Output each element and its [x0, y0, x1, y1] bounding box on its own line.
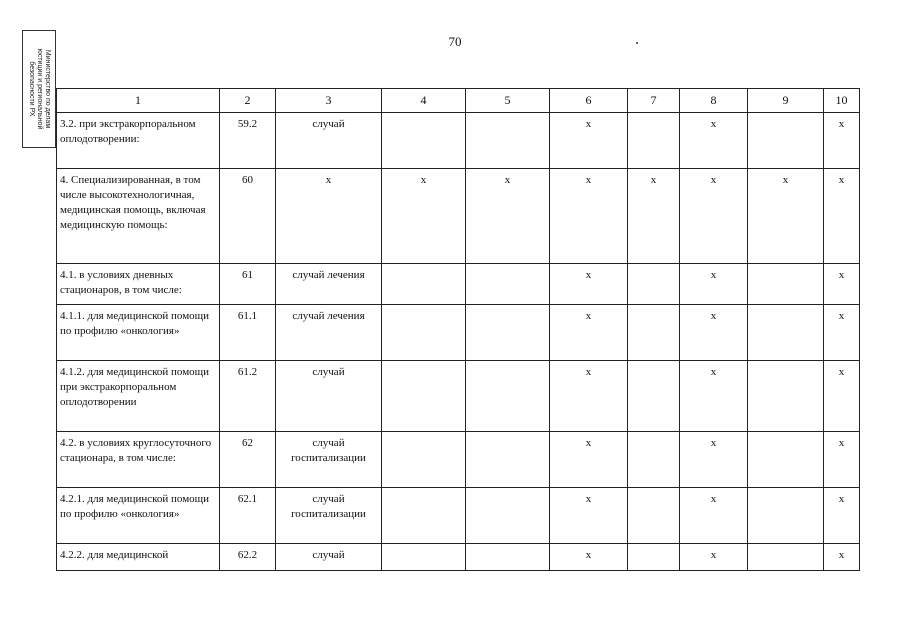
table-row: [57, 544, 860, 571]
value-cell: x: [824, 305, 860, 361]
table-row: [57, 488, 860, 544]
row-name-cell: 4. Специализированная, в том числе высокотехнологичная, медицинская помощь, включая медицинскую помощь:: [57, 169, 220, 264]
row-name-cell: 3.2. при экстракорпоральном оплодотворении:: [57, 113, 220, 169]
value-cell: [382, 264, 466, 305]
value-cell: x: [466, 169, 550, 264]
value-cell: x: [550, 432, 628, 488]
column-header: 2: [220, 89, 276, 113]
column-header: 6: [550, 89, 628, 113]
column-header: 10: [824, 89, 860, 113]
value-cell: [382, 544, 466, 571]
unit-cell: случай: [276, 113, 382, 169]
value-cell: [748, 488, 824, 544]
row-number-cell: 61.2: [220, 361, 276, 432]
value-cell: [466, 544, 550, 571]
value-cell: [748, 113, 824, 169]
unit-cell: случай лечения: [276, 264, 382, 305]
value-cell: x: [628, 169, 680, 264]
row-number-cell: 62: [220, 432, 276, 488]
row-number-cell: 62.2: [220, 544, 276, 571]
value-cell: [628, 488, 680, 544]
value-cell: x: [680, 361, 748, 432]
value-cell: x: [550, 169, 628, 264]
value-cell: [628, 544, 680, 571]
unit-cell: случай госпитализации: [276, 432, 382, 488]
column-header: 8: [680, 89, 748, 113]
unit-cell: x: [276, 169, 382, 264]
row-name-cell: 4.1.2. для медицинской помощи при экстракорпоральном оплодотворении: [57, 361, 220, 432]
value-cell: x: [680, 305, 748, 361]
stamp-line: Министерство по делам: [44, 49, 51, 129]
value-cell: x: [824, 264, 860, 305]
column-header: 4: [382, 89, 466, 113]
value-cell: x: [824, 113, 860, 169]
scan-speck: [636, 42, 638, 44]
value-cell: x: [748, 169, 824, 264]
unit-cell: случай: [276, 544, 382, 571]
column-header: 5: [466, 89, 550, 113]
stamp-line: юстиции и региональной: [36, 48, 43, 130]
table-body: [57, 113, 860, 571]
value-cell: x: [824, 432, 860, 488]
row-number-cell: 62.1: [220, 488, 276, 544]
column-header: 3: [276, 89, 382, 113]
value-cell: [466, 432, 550, 488]
value-cell: [382, 361, 466, 432]
unit-cell: случай лечения: [276, 305, 382, 361]
value-cell: [382, 432, 466, 488]
value-cell: [748, 544, 824, 571]
value-cell: x: [550, 488, 628, 544]
value-cell: x: [550, 264, 628, 305]
value-cell: x: [550, 361, 628, 432]
column-header: 7: [628, 89, 680, 113]
value-cell: [748, 361, 824, 432]
value-cell: x: [550, 544, 628, 571]
row-name-cell: 4.2.1. для медицинской помощи по профилю «онкология»: [57, 488, 220, 544]
value-cell: [466, 488, 550, 544]
value-cell: x: [824, 544, 860, 571]
value-cell: [628, 305, 680, 361]
header-row: [57, 89, 860, 113]
value-cell: [466, 361, 550, 432]
table-row: [57, 264, 860, 305]
page-number: 70: [448, 34, 462, 49]
value-cell: [748, 305, 824, 361]
value-cell: [382, 113, 466, 169]
value-cell: x: [382, 169, 466, 264]
value-cell: [466, 305, 550, 361]
table-row: [57, 432, 860, 488]
row-number-cell: 61: [220, 264, 276, 305]
value-cell: [466, 264, 550, 305]
unit-cell: случай госпитализации: [276, 488, 382, 544]
registration-stamp: [22, 30, 56, 148]
value-cell: x: [680, 544, 748, 571]
row-name-cell: 4.2.2. для медицинской: [57, 544, 220, 571]
value-cell: x: [550, 113, 628, 169]
stamp-text: [27, 33, 51, 145]
value-cell: [628, 264, 680, 305]
table-row: [57, 169, 860, 264]
table-row: [57, 113, 860, 169]
table-row: [57, 305, 860, 361]
value-cell: x: [680, 264, 748, 305]
unit-cell: случай: [276, 361, 382, 432]
value-cell: x: [680, 488, 748, 544]
value-cell: x: [824, 169, 860, 264]
row-number-cell: 61.1: [220, 305, 276, 361]
value-cell: x: [680, 113, 748, 169]
row-name-cell: 4.2. в условиях круглосуточного стационара, в том числе:: [57, 432, 220, 488]
row-number-cell: 59.2: [220, 113, 276, 169]
row-name-cell: 4.1. в условиях дневных стационаров, в том числе:: [57, 264, 220, 305]
value-cell: x: [824, 488, 860, 544]
table-row: [57, 361, 860, 432]
row-number-cell: 60: [220, 169, 276, 264]
value-cell: [628, 113, 680, 169]
value-cell: [466, 113, 550, 169]
column-header: 1: [57, 89, 220, 113]
value-cell: [628, 361, 680, 432]
value-cell: [382, 305, 466, 361]
program-table: [56, 88, 860, 571]
value-cell: [748, 264, 824, 305]
value-cell: x: [680, 169, 748, 264]
value-cell: x: [824, 361, 860, 432]
value-cell: [382, 488, 466, 544]
value-cell: [748, 432, 824, 488]
value-cell: x: [550, 305, 628, 361]
value-cell: [628, 432, 680, 488]
row-name-cell: 4.1.1. для медицинской помощи по профилю «онкология»: [57, 305, 220, 361]
value-cell: x: [680, 432, 748, 488]
column-header: 9: [748, 89, 824, 113]
stamp-line: безопасности РХ: [28, 61, 35, 117]
